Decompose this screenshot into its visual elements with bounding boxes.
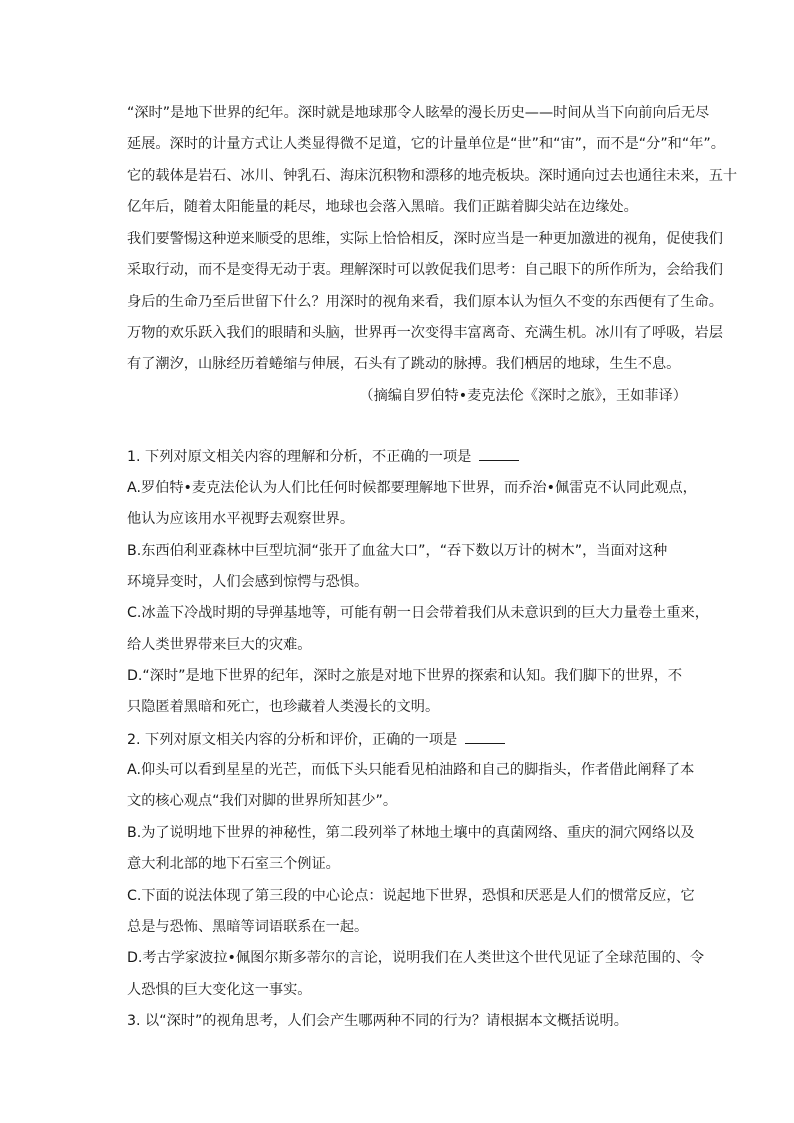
passage-line: 万物的欢乐跃入我们的眼睛和头脑，世界再一次变得丰富离奇、充满生机。冰川有了呼吸，岩层 — [127, 325, 723, 341]
option-line: 文的核心观点“我们对脚的世界所知甚少”。 — [127, 793, 398, 809]
option-line: B.为了说明地下世界的神秘性，第二段列举了林地土壤中的真菌网络、重庆的洞穴网络以及 — [127, 825, 695, 841]
option-line: 意大利北部的地下石室三个例证。 — [127, 856, 340, 872]
passage-line: 有了潮汐，山脉经历着蜷缩与伸展，石头有了跳动的脉搏。我们栖居的地球，生生不息。 — [127, 356, 681, 372]
question-3-stem: 3. 以“深时”的视角思考，人们会产生哪两种不同的行为？请根据本文概括说明。 — [127, 1013, 628, 1029]
option-line: C.下面的说法体现了第三段的中心论点：说起地下世界，恐惧和厌恶是人们的惯常反应，它 — [127, 888, 695, 904]
passage-source: （摘编自罗伯特•麦克法伦《深时之旅》，王如菲译） — [359, 388, 687, 404]
option-line: 他认为应该用水平视野去观察世界。 — [127, 511, 355, 527]
passage-line: 采取行动，而不是变得无动于衷。理解深时可以敦促我们思考：自己眼下的所作所为，会给我们 — [127, 262, 723, 278]
question-2-stem: 2. 下列对原文相关内容的分析和评价，正确的一项是 — [127, 732, 458, 748]
option-line: 只隐匿着黑暗和死亡，也珍藏着人类漫长的文明。 — [127, 699, 440, 715]
passage-line: “深时”是地下世界的纪年。深时就是地球那令人眩晕的漫长历史——时间从当下向前向后无尽 — [127, 105, 710, 121]
option-line: D.考古学家波拉•佩图尔斯多蒂尔的言论，说明我们在人类世这个世代见证了全球范围的、令 — [127, 950, 705, 966]
answer-blank[interactable] — [465, 729, 505, 744]
option-line: D.“深时”是地下世界的纪年，深时之旅是对地下世界的探索和认知。我们脚下的世界，不 — [127, 668, 683, 684]
question-stem — [127, 729, 505, 750]
passage-line: 延展。深时的计量方式让人类显得微不足道，它的计量单位是“世”和“宙”，而不是“分”和“年”。 — [127, 136, 725, 152]
passage-line: 亿年后，随着太阳能量的耗尽，地球也会落入黑暗。我们正踮着脚尖站在边缘处。 — [127, 199, 638, 215]
option-line: 人恐惧的巨大变化这一事实。 — [127, 982, 312, 998]
question-1-stem: 1. 下列对原文相关内容的理解和分析，不正确的一项是 — [127, 449, 472, 465]
answer-blank[interactable] — [479, 446, 519, 461]
passage-line: 身后的生命乃至后世留下什么？用深时的视角来看，我们原本认为恒久不变的东西便有了生命。 — [127, 294, 723, 310]
option-line: 给人类世界带来巨大的灾难。 — [127, 637, 312, 653]
option-line: 总是与恐怖、黑暗等词语联系在一起。 — [127, 919, 369, 935]
option-line: B.东西伯利亚森林中巨型坑洞“张开了血盆大口”，“吞下数以万计的树木”，当面对这种 — [127, 543, 668, 559]
passage-line: 我们要警惕这种逆来顺受的思维，实际上恰恰相反，深时应当是一种更加激进的视角，促使我们 — [127, 231, 723, 247]
option-line: 环境异变时，人们会感到惊愕与恐惧。 — [127, 574, 369, 590]
option-line: C.冰盖下冷战时期的导弹基地等，可能有朝一日会带着我们从未意识到的巨大力量卷土重来， — [127, 605, 709, 621]
option-line: A.仰头可以看到星星的光芒，而低下头只能看见柏油路和自己的脚指头，作者借此阐释了本 — [127, 762, 695, 778]
option-line: A.罗伯特•麦克法伦认为人们比任何时候都要理解地下世界，而乔治•佩雷克不认同此观点， — [127, 480, 697, 496]
passage-line: 它的载体是岩石、冰川、钟乳石、海床沉积物和漂移的地壳板块。深时通向过去也通往未来，五十 — [127, 168, 738, 184]
question-stem — [127, 446, 519, 467]
